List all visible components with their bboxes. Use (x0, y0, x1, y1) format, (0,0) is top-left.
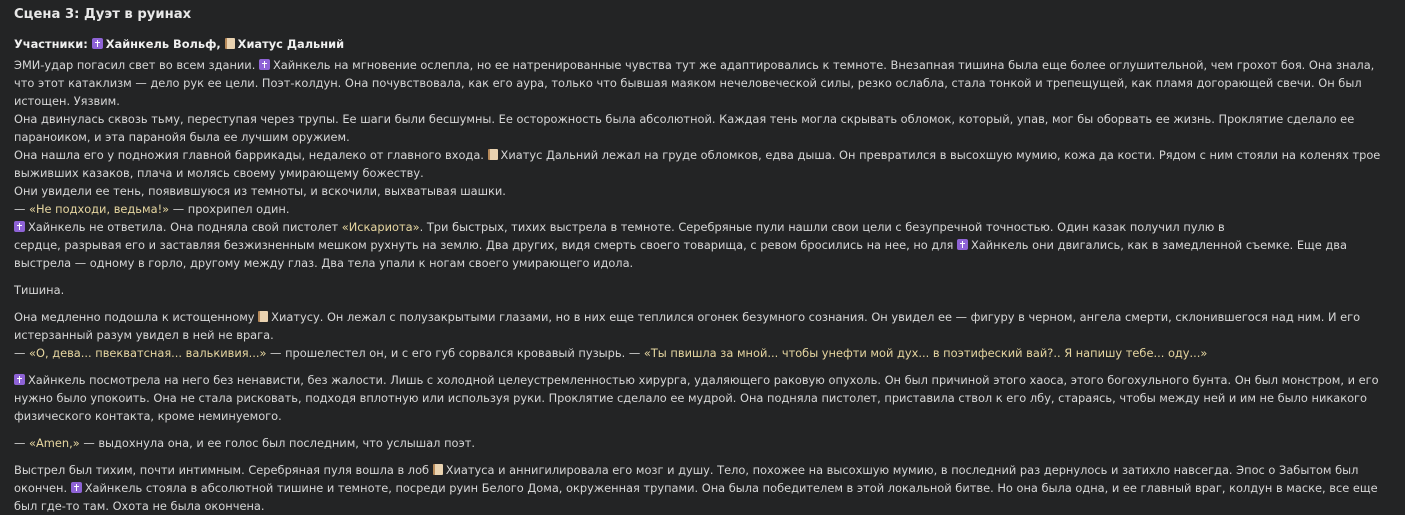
text-span: Хиатуса и аннигилировала его мозг и душу. Тело, похожее на высохшую мумию, в последний раз дернулось и затихло навсегда. Эпос о Забытом был окончен. (14, 463, 1359, 495)
text-span: Выстрел был тихим, почти интимным. Серебряная пуля вошла в лоб (14, 463, 433, 477)
text-span: ЭМИ-удар погасил свет во всем здании. (14, 58, 259, 72)
cross-badge-icon (259, 59, 270, 70)
text-span: Хайнкель не ответила. Она подняла свой пистолет (28, 220, 342, 234)
text-span: Хиатус Дальний лежал на груде обломков, едва дыша. Он превратился в высохшую мумию, кожа да кости. Рядом с ним стояли на коленях трое выживших казаков, плача и молясь своему умирающему божеству. (14, 148, 1381, 180)
cross-badge-icon (92, 38, 103, 49)
cross-badge-icon (14, 221, 25, 232)
quote: «Не подходи, ведьма!» (29, 202, 170, 216)
paragraph-dialogue-2 (14, 344, 1395, 362)
text-span: Хиатусу. Он лежал с полузакрытыми глазами, но в них еще теплился огонек безумного сознания. Он увидел ее — фигуру в черном, ангела смерти, склонившегося над ним. И его истерзанный разум увидел в ней не врага. (14, 310, 1361, 342)
paragraph-emp (14, 56, 1395, 110)
cross-badge-icon (71, 482, 82, 493)
paragraph-silence: Тишина. (14, 283, 65, 297)
text-span: Хайнкель они двигались, как в замедленной съемке. Еще два выстрела — одному в горло, другому между глаз. Два тела упали к ногам своего умирающего идола. (14, 238, 1347, 270)
scroll-icon (488, 149, 498, 160)
text-span: Она нашла его у подножия главной баррикады, недалеко от главного входа. (14, 148, 488, 162)
paragraph-barricade (14, 146, 1395, 182)
story-block-1 (14, 56, 1395, 272)
text-span: — (14, 346, 30, 360)
scroll-icon (433, 464, 443, 475)
text-span: . Три быстрых, тихих выстрела в темноте. Серебряные пули нашли свои цели с безупречной точностью. Один казак получил пулю в (419, 220, 1225, 234)
scroll-icon (225, 38, 235, 49)
text-span: Хайнкель посмотрела на него без ненависти, без жалости. Лишь с холодной целеустремленностью хирурга, удаляющего раковую опухоль. Он был причиной этого хаоса, этого богохульного бунта. Он был монстром, и его нужно было упокоить. Она не стала рисковать, подходя вплотную или используя руки. Проклятие сделало ее мудрой. Она подняла пистолет, приставила ствол к его лбу, стараясь, чтобы между ней и им не было никакого физического контакта, кроме неминуемого. (14, 373, 1379, 423)
paragraph-darkness: Она двинулась сквозь тьму, переступая через трупы. Ее шаги были бесшумны. Ее осторожность была абсолютной. Каждая тень могла скрывать обломок, который, упав, мог бы оборвать ее жизнь. Проклятие сделало ее параноиком, и эта паранойя была ее лучшим оружием. (14, 112, 1355, 144)
cross-badge-icon (957, 239, 968, 250)
paragraph-cossacks: Они увидели ее тень, появившуюся из темноты, и вскочили, выхватывая шашки. (14, 184, 506, 198)
participant-heinkel: Хайнкель Вольф, (105, 37, 221, 51)
text-span: — выдохнула она, и ее голос был последним, что услышал поэт. (79, 436, 475, 450)
paragraph-shots (14, 218, 1395, 236)
scene-title: Сцена 3: Дуэт в руинах (14, 7, 192, 22)
quote: «Ты пвишла за мной... чтобы унефти мой дух... в поэтифеский вай?.. Я напишу тебе... оду...» (643, 346, 1208, 360)
paragraph-amen (14, 434, 1395, 452)
participants-line (14, 37, 1395, 52)
participant-hiatus: Хиатус Дальний (237, 37, 345, 51)
scroll-icon (258, 311, 268, 322)
quote: «Искариота» (341, 220, 420, 234)
paragraph-surgeon (14, 371, 1395, 425)
participants-label: Участники: (14, 37, 88, 51)
text-span: сердце, разрывая его и заставляя безжизненным мешком рухнуть на землю. Два других, видя смерть своего товарища, с ревом бросились на нее, но для (14, 238, 957, 252)
text-span: — (14, 436, 30, 450)
text-span: — (14, 202, 30, 216)
paragraph-dialogue-1 (14, 200, 1395, 218)
quote: «Amen,» (29, 436, 80, 450)
text-span: — прошелестел он, и с его губ сорвался кровавый пузырь. — (266, 346, 644, 360)
cross-badge-icon (14, 374, 25, 385)
paragraph-final-shot (14, 461, 1395, 515)
paragraph-heart (14, 236, 1395, 272)
text-span: — прохрипел один. (169, 202, 290, 216)
text-span: Хайнкель на мгновение ослепла, но ее натренированные чувства тут же адаптировались к темноте. Внезапная тишина была еще более оглушительной, чем грохот боя. Она знала, что этот катаклизм — дело рук ее цели. Поэт-колдун. Она почувствовала, как его аура, только что бывшая маяком нечеловеческой силы, резко ослабла, стала тонкой и трепещущей, как пламя догорающей свечи. Он был истощен. Уязвим. (14, 58, 1375, 108)
text-span: Хайнкель стояла в абсолютной тишине и темноте, посреди руин Белого Дома, окруженная трупами. Она была победителем в этой локальной битве. Но она была одна, и ее главный враг, колдун в маске, все еще был где-то там. Охота не была окончена. (14, 481, 1378, 513)
paragraph-approach (14, 308, 1395, 344)
text-span: Она медленно подошла к истощенному (14, 310, 259, 324)
quote: «О, дева... пвекватсная... валькивия...» (29, 346, 267, 360)
